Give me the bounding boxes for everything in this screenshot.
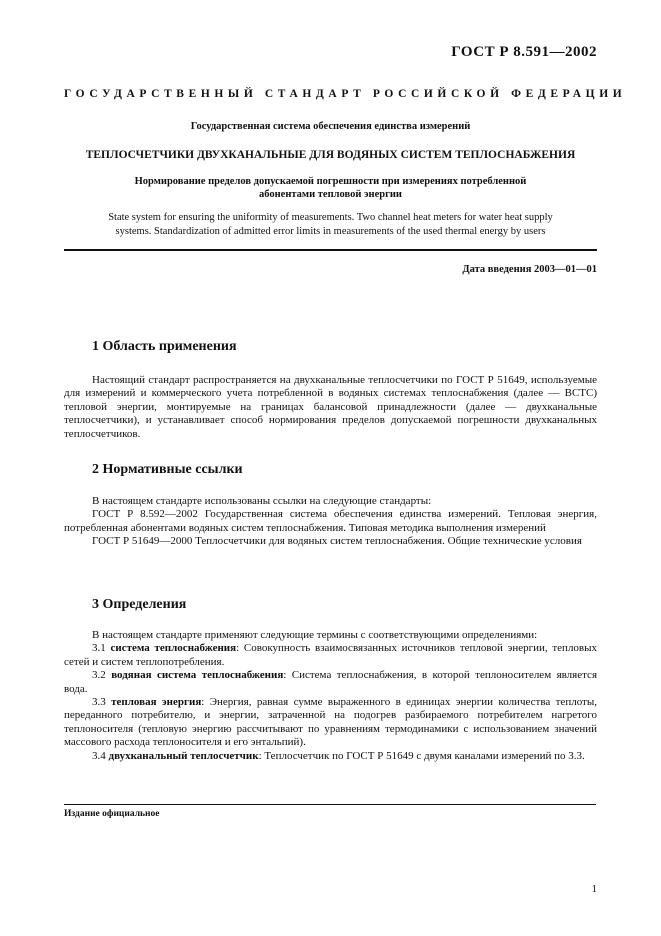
introduction-date: Дата введения 2003—01—01 [462,264,597,275]
definition-text: : Система теплоснабжения, в которой теплоносителем является вода. [64,669,597,695]
subtitle [100,175,561,201]
definition-number: 3.4 [92,749,109,762]
definition-term: водяная система теплоснабжения [111,669,284,682]
english-title-line-1: State system for ensuring the uniformity of measurements. Two channel heat meters for water heat supply [108,212,553,223]
system-title: Государственная система обеспечения единства измерений [190,121,471,132]
section-1-paragraph: Настоящий стандарт распространяется на двухканальные теплосчетчики по ГОСТ Р 51649, используемые для измерений и коммерческого учета потребленной в водяных системах теплоснабжения (далее — ВСТС) тепловой энергии, монтируемые на границах балансовой принадлежности (далее — двухканальные теплосчетчики), и устанавливает способ нормирования пределов допускаемой погрешности двухканальных теплосчетчиков. [64,374,597,440]
definition-text: : Энергия, равная сумме выраженного в единицах энергии количества теплоты, переданного потребителю, и энергии, затраченной на подогрев разбираемого потребителем нагретого теплоносителя (тепловую энергию рассчитывают по уравнениям термодинамики с использованием значений массового расхода теплоносителя и его энтальпий). [64,696,597,749]
definition-text: : Теплосчетчик по ГОСТ Р 51649 с двумя каналами измерений по 3.3. [258,749,585,762]
definition-number: 3.3 [92,696,112,709]
subtitle-line-1: Нормирование пределов допускаемой погрешности при измерениях потребленной [134,176,527,187]
definition-3-3 [64,696,597,750]
section-2-intro: В настоящем стандарте использованы ссылки на следующие стандарты: [92,495,432,507]
definition-term: система теплоснабжения [110,642,237,655]
official-edition-label: Издание официальное [64,809,160,819]
english-title-line-2: systems. Standardization of admitted error limits in measurements of the used thermal energy by users [115,226,546,237]
definition-3-1 [64,642,597,669]
subtitle-line-2: абонентами тепловой энергии [259,189,402,200]
section-1-title: 1 Область применения [92,339,237,354]
main-title: ТЕПЛОСЧЕТЧИКИ ДВУХКАНАЛЬНЫЕ ДЛЯ ВОДЯНЫХ СИСТЕМ ТЕПЛОСНАБЖЕНИЯ [85,149,576,161]
definition-term: двухканальный теплосчетчик [108,749,259,762]
section-2-body [64,495,597,549]
definition-number: 3.1 [92,642,111,655]
definition-text: : Совокупность взаимосвязанных источников тепловой энергии, тепловых сетей и систем теплопотребления. [64,642,598,668]
section-1-body [64,374,597,441]
english-title [70,211,591,239]
section-2-title: 2 Нормативные ссылки [92,462,243,477]
document-code: ГОСТ Р 8.591—2002 [451,44,597,60]
definition-3-2 [64,669,597,696]
definition-3-4 [64,750,597,763]
section-3-title: 3 Определения [92,597,187,612]
reference-gost-51649: ГОСТ Р 51649—2000 Теплосчетчики для водяных систем теплоснабжения. Общие технические условия [92,535,582,548]
page-number: 1 [591,883,597,895]
state-standard-title: ГОСУДАРСТВЕННЫЙ СТАНДАРТ РОССИЙСКОЙ ФЕДЕРАЦИИ [64,88,627,100]
reference-gost-8-592: ГОСТ Р 8.592—2002 Государственная система обеспечения единства измерений. Тепловая энергия, потребленная абонентами водяных систем теплоснабжения. Типовая методика выполнения измерений [64,508,597,534]
header-divider [64,249,597,251]
definition-number: 3.2 [92,669,112,682]
section-3-body [64,629,597,763]
footer-divider [64,804,596,805]
section-3-intro: В настоящем стандарте применяют следующие термины с соответствующими определениями: [92,629,538,641]
definition-term: тепловая энергия [111,696,202,709]
